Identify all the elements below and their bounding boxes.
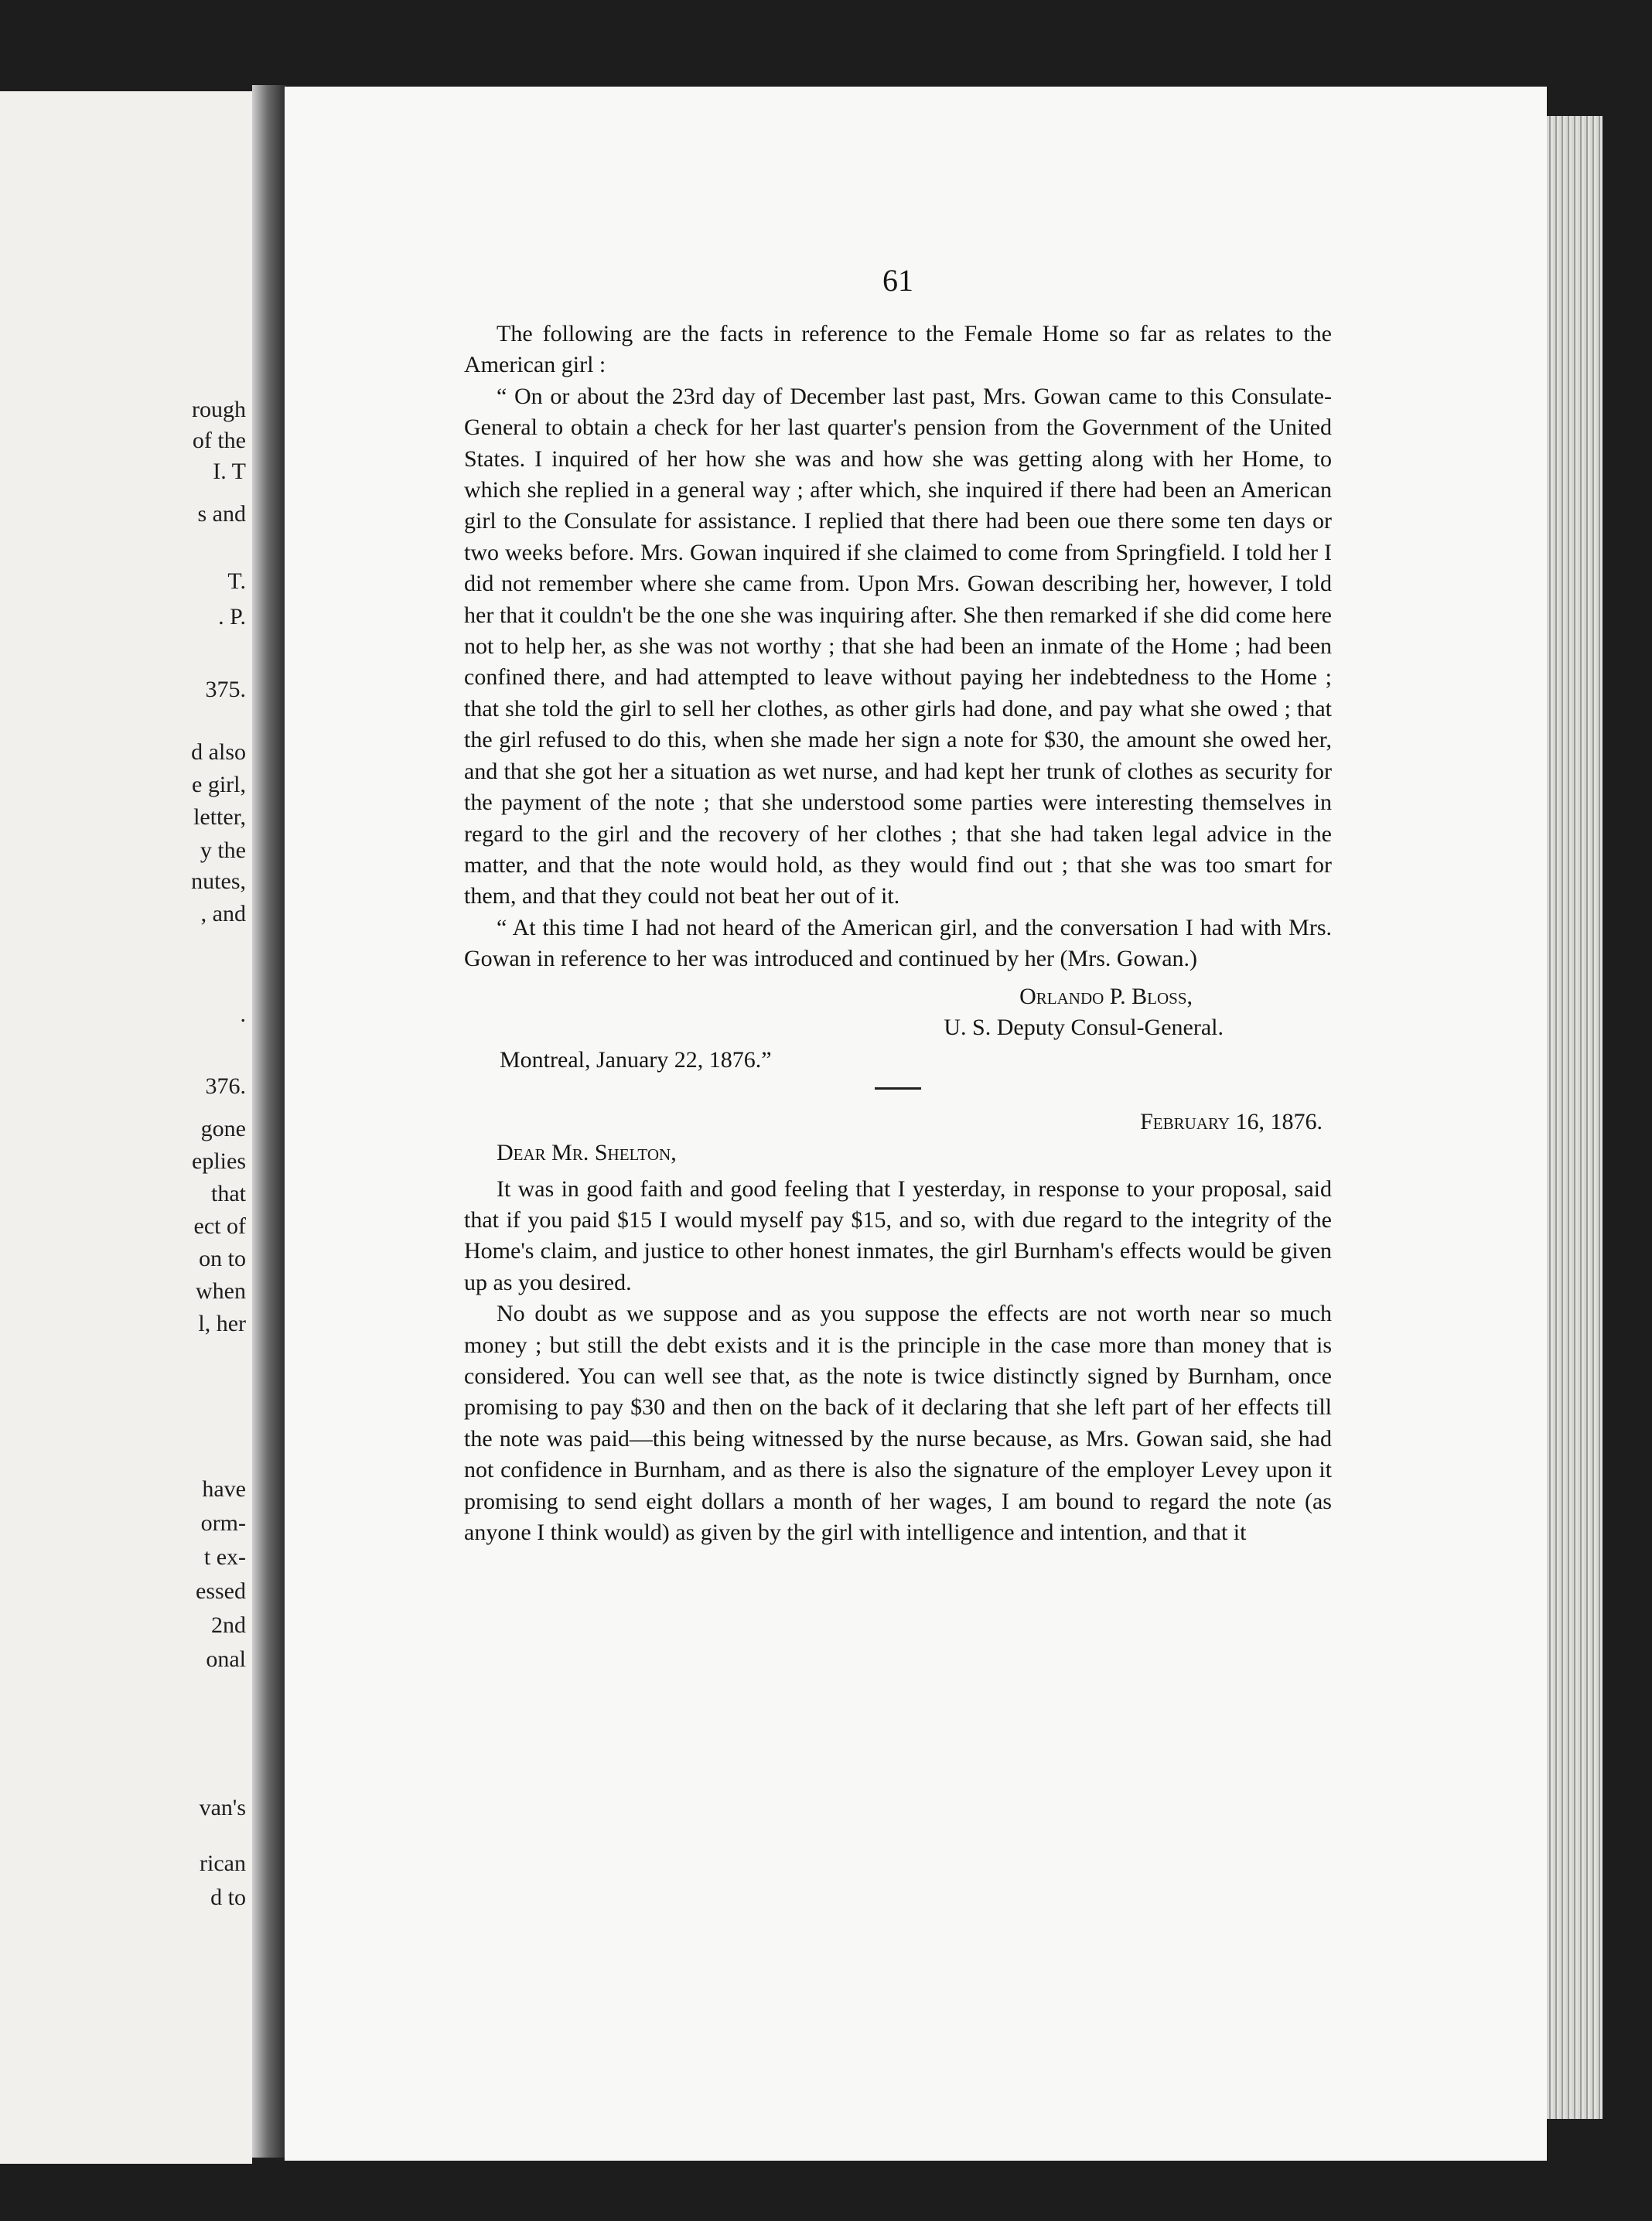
left-fragment: have — [202, 1476, 246, 1502]
left-fragment: d to — [210, 1885, 246, 1910]
left-fragment: y the — [200, 838, 246, 863]
left-fragment: when — [196, 1278, 246, 1304]
left-fragment: t ex- — [203, 1544, 246, 1570]
left-fragment: s and — [197, 501, 246, 527]
left-fragment: letter, — [193, 804, 246, 830]
left-fragment: onal — [206, 1646, 246, 1672]
page-number: 61 — [882, 263, 913, 298]
section-divider — [875, 1087, 921, 1090]
left-fragment: orm- — [200, 1510, 246, 1536]
left-fragment: of the — [192, 428, 246, 453]
left-fragment: rough — [192, 397, 246, 422]
letter-paragraph: It was in good faith and good feeling that I yesterday, in response to your proposal, said that if you paid $15 I would myself pay $15, and so, with due regard to the integrity of the Home's claim, and justice to other honest inmates, the girl Burnham's effects would be given up as you desired. — [464, 1175, 1332, 1295]
letter-salutation: Dear Mr. Shelton, — [497, 1140, 677, 1166]
left-fragment: I. T — [213, 459, 246, 484]
left-fragment: rican — [200, 1851, 246, 1876]
left-fragment: eplies — [192, 1148, 246, 1174]
left-fragment: that — [211, 1181, 246, 1206]
left-fragment: 376. — [205, 1073, 246, 1099]
left-fragment: l, her — [198, 1311, 246, 1336]
left-fragment: essed — [196, 1578, 246, 1604]
signatory-name: Orlando P. Bloss, — [1019, 983, 1193, 1009]
page-edges — [1547, 116, 1603, 2119]
left-fragment: 375. — [205, 677, 246, 702]
signatory-title: U. S. Deputy Consul-General. — [944, 1014, 1224, 1040]
intro-paragraph: The following are the facts in reference to the Female Home so far as relates to the American girl : — [464, 321, 1332, 378]
left-fragment: . — [240, 1001, 246, 1027]
left-page — [0, 91, 252, 2164]
left-fragment: on to — [199, 1246, 246, 1271]
left-fragment: . P. — [218, 604, 246, 629]
left-fragment: d also — [191, 739, 246, 765]
letter-date: February 16, 1876. — [1140, 1108, 1323, 1134]
letter-paragraph: No doubt as we suppose and as you suppose the effects are not worth near so much money ; but still the debt exists and it is the principle in the case more than money that is considered. You can well see that, as the note is twice distinctly signed by Burnham, once promising to pay $30 and then on the back of it declaring that she left part of her effects till the note was paid—this being witnessed by the nurse because, as Mrs. Gowan said, she had not confidence in Burnham, and as there is also the signature of the employer Levey upon it promising to send eight dollars a month of her wages, I am bound to regard the note (as anyone I think would) as given by the girl with intelligence and intention, and that it — [464, 1301, 1332, 1546]
left-fragment: ect of — [193, 1213, 246, 1239]
book-gutter — [252, 85, 286, 2158]
left-fragment: , and — [200, 901, 246, 926]
quoted-statement: “ At this time I had not heard of the American girl, and the conversation I had with Mrs. Gowan in reference to her was introduced and continued by her (Mrs. Gowan.) — [464, 914, 1332, 972]
quoted-statement: “ On or about the 23rd day of December last past, Mrs. Gowan came to this Consulate-General to obtain a check for her last quarter's pension from the Government of the United States. I inquired of her how she was and how she was getting along with her Home, to which she replied in a general way ; after which, she inquired if there had been an American girl to the Consulate for assistance. I replied that there had been oue there some ten days or two weeks before. Mrs. Gowan inquired if she claimed to come from Springfield. I told her I did not remember where she came from. Upon Mrs. Gowan describing her, however, I told her that it couldn't be the one she was inquiring after. She then remarked if she did come here not to help her, as she was not worthy ; that she had been an inmate of the Home ; had been confined there, and had attempted to leave without paying her indebtedness to the Home ; that she told the girl to sell her clothes, as other girls had done, and pay what she owed ; that the girl refused to do this, when she made her sign a note for $30, the amount she owed her, and that she got her a situation as wet nurse, and had kept her trunk of clothes as security for the payment of the note ; that she understood some parties were interesting themselves in regard to the girl and the recovery of her clothes ; that she had taken legal advice in the matter, and that the note would hold, as they would find out ; that she was too smart for them, and that they could not beat her out of it. — [464, 383, 1332, 909]
page-text — [464, 261, 1332, 1548]
left-fragment: gone — [200, 1116, 246, 1141]
left-fragment: van's — [199, 1795, 246, 1820]
left-fragment: T. — [227, 568, 246, 594]
signature-place-date: Montreal, January 22, 1876.” — [500, 1047, 772, 1073]
left-fragment: 2nd — [211, 1612, 246, 1638]
left-fragment: e girl, — [192, 772, 246, 797]
left-fragment: nutes, — [191, 868, 246, 894]
